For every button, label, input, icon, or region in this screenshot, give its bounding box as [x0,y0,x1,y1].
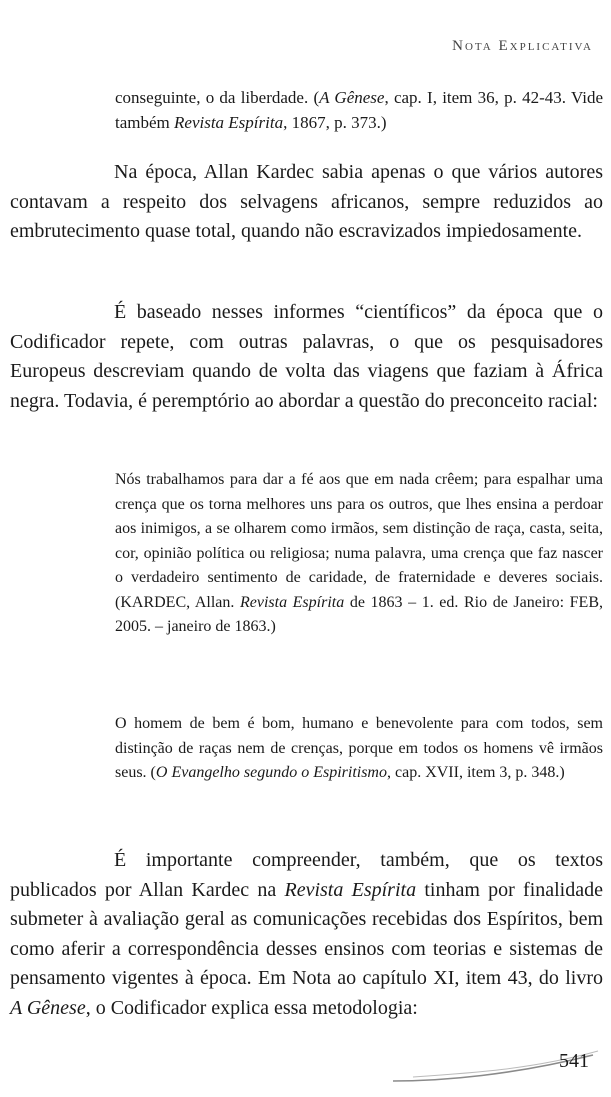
paragraph-3 [10,846,603,1023]
block-quote-2-cite: O Evangelho segundo o Espiritismo [155,764,387,781]
block-quote-1-cite: Revista Espírita [239,593,345,611]
paragraph-3-text-3: , o Codificador explica essa metodologia: [85,996,418,1019]
quote-top-text: conseguinte, o da liberdade. ( [115,88,320,107]
block-quote-1-text-2: de 1863 – 1. ed. Rio de Janeiro: FEB, 2005. – janeiro de 1863.) [115,593,604,635]
quote-top [115,86,603,135]
paragraph-3-cite: Revista Espírita [284,878,417,901]
block-quote-2-text: O homem de bem é bom, humano e benevolente para com todos, sem distinção de raças nem de crenças, porque em todos os homens vê irmãos seus. ( [115,715,603,781]
block-quote-1-text: Nós trabalhamos para dar a fé aos que em nada crêem; para espalhar uma crença que os torna melhores uns para os outros, que lhes ensina a perdoar aos inimigos, a se olharem como irmãos, sem distinção de raça, casta, seita, cor, opinião política ou religiosa; numa palavra, uma crença que faz nascer o verdadeiro sentimento de caridade, de fraternidade e deveres sociais. (KARDEC, Allan. [115,471,603,611]
block-quote-1 [115,468,603,640]
quote-top-cite-2: Revista Espírita [174,112,284,132]
quote-top-text-2: , cap. I, item 36, p. 42-43. Vide também [115,88,603,132]
block-quote-2 [115,712,603,786]
block-quote-2-text-2: , cap. XVII, item 3, p. 348.) [386,764,565,781]
quote-top-cite: A Gênese [319,88,385,107]
page-number: 541 [559,1050,589,1072]
running-header: Nota Explicativa [452,38,593,54]
quote-top-text-3: , 1867, p. 373.) [283,112,387,132]
paragraph-3-text-2: tinham por finalidade submeter à avaliação geral as comunicações recebidas dos Espíritos, bem como aferir a correspondência desses ensinos com teorias e sistemas de pensamento vigentes à época. Em Nota ao capítulo XI, item 43, do livro [10,878,603,989]
paragraph-3-text: É importante compreender, também, que os textos publicados por Allan Kardec na [10,849,603,901]
paragraph-1: Na época, Allan Kardec sabia apenas o que vários autores contavam a respeito dos selvagens africanos, sempre reduzidos ao embrutecimento quase total, quando não escravizados impiedosamente. [10,161,603,242]
paragraph-3-cite-2: A Gênese [10,996,86,1019]
paragraph-2: É baseado nesses informes “científicos” da época que o Codificador repete, com outras palavras, o que os pesquisadores Europeus descreviam quando de volta das viagens que faziam à África negra. Todavia, é peremptório ao abordar a questão do preconceito racial: [10,301,603,412]
